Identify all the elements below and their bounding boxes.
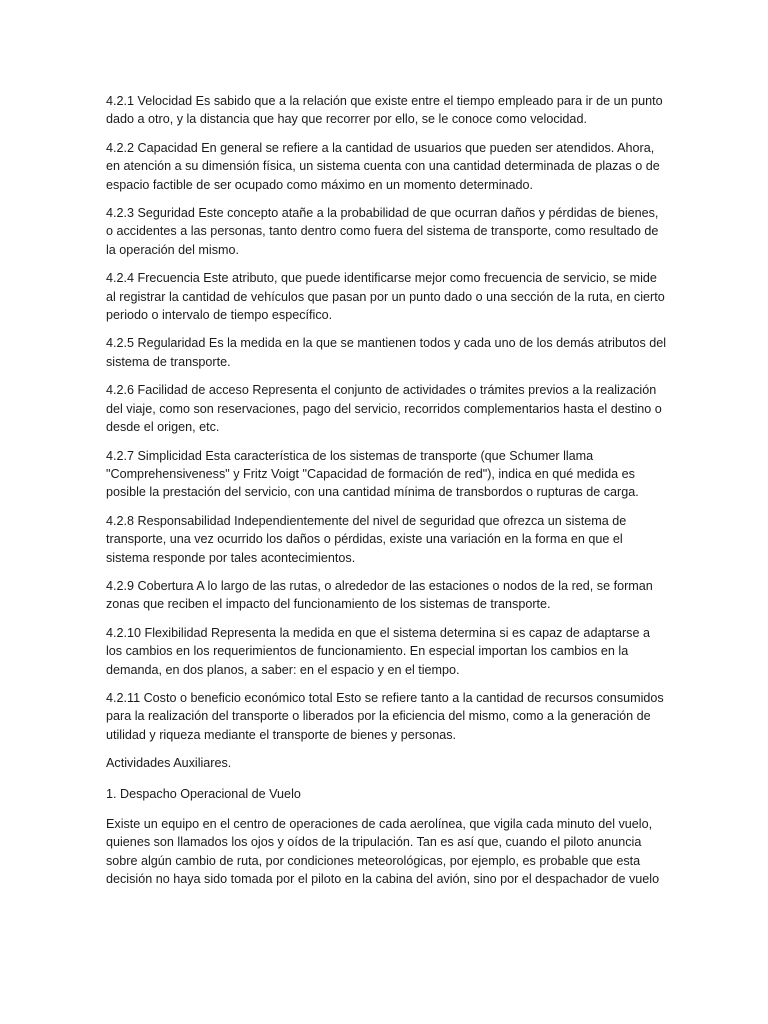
paragraph-despacho-descripcion: Existe un equipo en el centro de operaciones de cada aerolínea, que vigila cada minuto del vuelo, quienes son llamados los ojos y oídos de la tripulación. Tan es así que, cuando el piloto anuncia sobre algún cambio de ruta, por condiciones meteorológicas, por ejemplo, es probable que esta decisión no haya sido tomada por el piloto en la cabina del avión, sino por el despachador de vuelo [106,817,660,887]
paragraph-seguridad: 4.2.3 Seguridad Este concepto atañe a la probabilidad de que ocurran daños y pérdidas de bienes, o accidentes a las personas, tanto dentro como fuera del sistema de transporte, como resultado de la operación del mismo. [106,206,659,257]
heading-despacho-operacional: 1. Despacho Operacional de Vuelo [106,786,301,801]
paragraph-capacidad: 4.2.2 Capacidad En general se refiere a la cantidad de usuarios que pueden ser atendidos. Ahora, en atención a su dimensión física, un sistema cuenta con una cantidad determinada de plazas o de espacio factible de ser ocupado como máximo en un momento determinado. [106,140,660,192]
paragraph-simplicidad: 4.2.7 Simplicidad Esta característica de los sistemas de transporte (que Schumer llama "Comprehensiveness" y Fritz Voigt "Capacidad de formación de red"), indica en qué medida es posible la prestación del servicio, con una cantidad mínima de transbordos o rupturas de carga. [106,448,639,500]
paragraph-responsabilidad: 4.2.8 Responsabilidad Independientemente del nivel de seguridad que ofrezca un sistema de transporte, una vez ocurrido los daños o pérdidas, existe una variación en la forma en que el sistema responde por tales acontecimientos. [106,513,627,565]
paragraph-cobertura: 4.2.9 Cobertura A lo largo de las rutas, o alrededor de las estaciones o nodos de la red, se forman zonas que reciben el impacto del funcionamiento de los sistemas de transporte. [106,578,653,612]
paragraph-regularidad: 4.2.5 Regularidad Es la medida en la que se mantienen todos y cada uno de los demás atributos del sistema de transporte. [106,336,667,369]
paragraph-frecuencia: 4.2.4 Frecuencia Este atributo, que puede identificarse mejor como frecuencia de servicio, se mide al registrar la cantidad de vehículos que pasan por un punto dado o una sección de la ruta, en cierto periodo o intervalo de tiempo específico. [106,271,665,323]
paragraph-flexibilidad: 4.2.10 Flexibilidad Representa la medida en que el sistema determina si es capaz de adaptarse a los cambios en los requerimientos de funcionamiento. En especial importan los cambios en la demanda, en dos planos, a saber: en el espacio y en el tiempo. [106,625,650,677]
paragraph-velocidad: 4.2.1 Velocidad Es sabido que a la relación que existe entre el tiempo empleado para ir de un punto dado a otro, y la distancia que hay que recorrer por ello, se le conoce como velocidad. [106,94,663,127]
paragraph-costo-beneficio: 4.2.11 Costo o beneficio económico total Esto se refiere tanto a la cantidad de recursos consumidos para la realización del transporte o liberados por la eficiencia del mismo, como a la generación de utilidad y riqueza mediante el transporte de bienes y personas. [106,690,664,742]
heading-actividades-auxiliares: Actividades Auxiliares. [106,756,232,771]
paragraph-facilidad-acceso: 4.2.6 Facilidad de acceso Representa el conjunto de actividades o trámites previos a la realización del viaje, como son reservaciones, pago del servicio, recorridos complementarios hasta el destino o desde el origen, etc. [106,383,662,435]
